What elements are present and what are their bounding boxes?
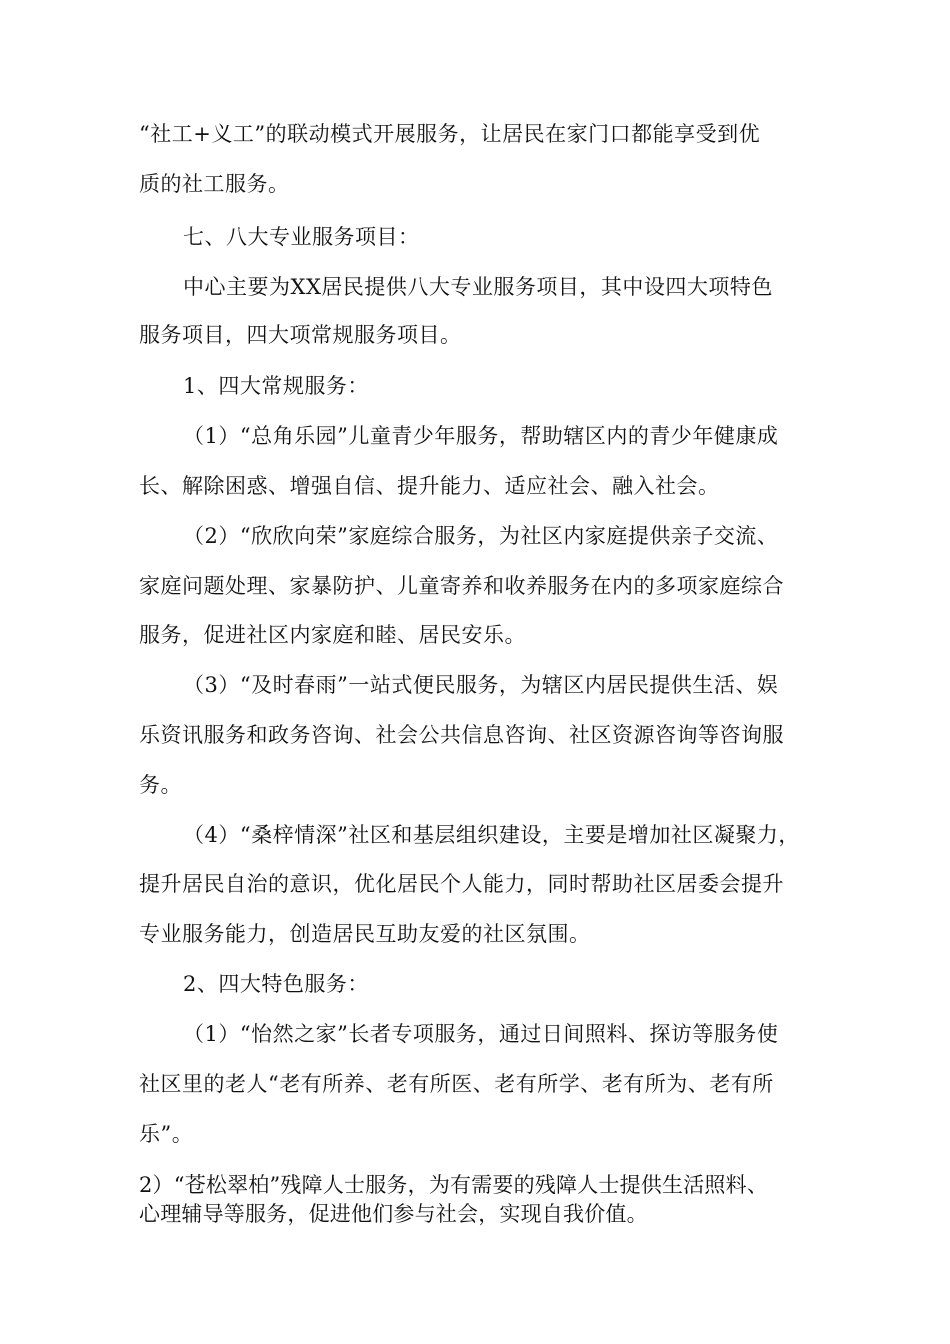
text-line-20: 社区里的老人“老有所养、老有所医、老有所学、老有所为、老有所 bbox=[139, 1072, 774, 1096]
text-line-8: 长、解除困惑、增强自信、提升能力、适应社会、融入社会。 bbox=[139, 474, 720, 498]
text-line-4: 中心主要为XX居民提供八大专业服务项目，其中设四大项特色 bbox=[183, 275, 773, 299]
text-line-2: 质的社工服务。 bbox=[139, 172, 290, 196]
subheading-featured-services: 2、四大特色服务： bbox=[183, 972, 369, 996]
text-line-23: 心理辅导等服务，促进他们参与社会，实现自我价值。 bbox=[139, 1202, 648, 1226]
text-line-5: 服务项目，四大项常规服务项目。 bbox=[139, 323, 462, 347]
text-line-15: （4）“桑梓情深”社区和基层组织建设，主要是增加社区凝聚力， bbox=[183, 823, 800, 847]
text-line-9: （2）“欣欣向荣”家庭综合服务，为社区内家庭提供亲子交流、 bbox=[183, 524, 779, 548]
text-line-12: （3）“及时春雨”一站式便民服务，为辖区内居民提供生活、娱 bbox=[183, 673, 779, 697]
text-line-11: 服务，促进社区内家庭和睦、居民安乐。 bbox=[139, 623, 526, 647]
section-heading-7: 七、八大专业服务项目： bbox=[183, 225, 420, 249]
text-line-14: 务。 bbox=[139, 773, 182, 797]
text-line-10: 家庭问题处理、家暴防护、儿童寄养和收养服务在内的多项家庭综合 bbox=[139, 574, 784, 598]
text-line-1: “社工+义工”的联动模式开展服务，让居民在家门口都能享受到优 bbox=[139, 122, 761, 146]
text-line-22: 2）“苍松翠柏”残障人士服务，为有需要的残障人士提供生活照料、 bbox=[139, 1173, 769, 1197]
subheading-regular-services: 1、四大常规服务： bbox=[183, 374, 369, 398]
text-line-19: （1）“怡然之家”长者专项服务，通过日间照料、探访等服务使 bbox=[183, 1022, 779, 1046]
text-line-21: 乐”。 bbox=[139, 1122, 194, 1146]
text-line-7: （1）“总角乐园”儿童青少年服务，帮助辖区内的青少年健康成 bbox=[183, 424, 779, 448]
text-line-13: 乐资讯服务和政务咨询、社会公共信息咨询、社区资源咨询等咨询服 bbox=[139, 723, 784, 747]
text-line-17: 专业服务能力，创造居民互助友爱的社区氛围。 bbox=[139, 922, 591, 946]
text-line-16: 提升居民自治的意识，优化居民个人能力，同时帮助社区居委会提升 bbox=[139, 872, 784, 896]
